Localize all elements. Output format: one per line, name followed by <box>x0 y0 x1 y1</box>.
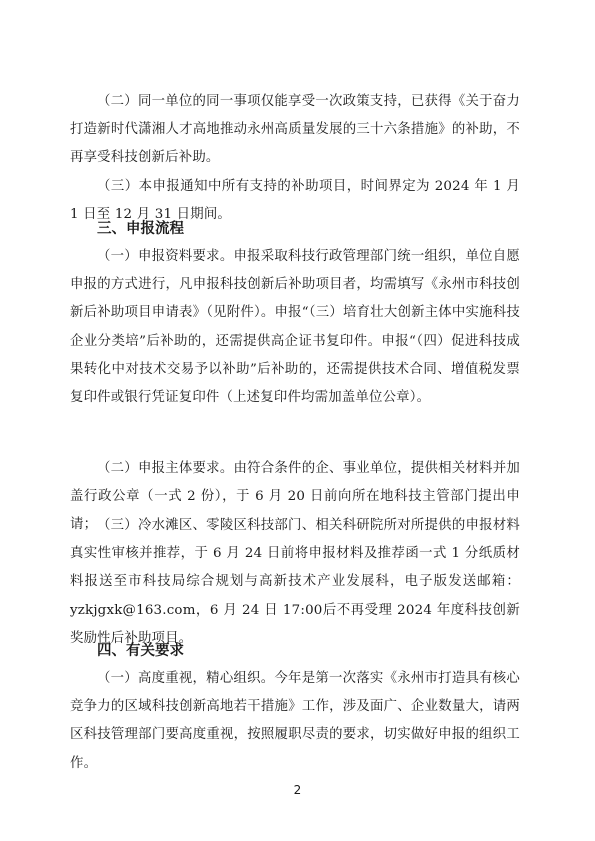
section-heading-requirements: 四、有关要求 <box>97 643 184 659</box>
paragraph-single-support-rule: （二）同一单位的同一事项仅能享受一次政策支持，已获得《关于奋力打造新时代潇湘人才高地推动永州高质量发展的三十六条措施》的补助，不再享受科技创新后补助。 <box>70 94 520 166</box>
paragraph-applicant-requirements: （二）申报主体要求。由符合条件的企、事业单位，提供相关材料并加盖行政公章（一式 2 份），于 6 月 20 日前向所在地科技主管部门提出申请； <box>70 461 520 533</box>
paragraph-review-and-submission: （三）冷水滩区、零陵区科技部门、相关科研院所对所提供的申报材料真实性审核并推荐，于 6 月 24 日前将申报材料及推荐函一式 1 分纸质材料报送至市科技局综合规划与高新技术产业发展科，电子版发送邮箱：yzkjgxk@163.com，6 月 24 日 17:00后不再受理 2024 年度科技创新奖励性后补助项目。 <box>70 518 520 646</box>
section-heading-application-process: 三、申报流程 <box>97 221 184 237</box>
paragraph-high-attention: （一）高度重视，精心组织。今年是第一次落实《永州市打造具有核心竞争力的区域科技创新高地若干措施》工作，涉及面广、企业数量大，请两区科技管理部门要高度重视，按照履职尽责的要求，切实做好申报的组织工作。 <box>70 671 520 771</box>
paragraph-time-period: （三）本申报通知中所有支持的补助项目，时间界定为 2024 年 1 月 1 日至 12 月 31 日期间。 <box>70 179 520 223</box>
paragraph-material-requirements: （一）申报资料要求。申报采取科技行政管理部门统一组织，单位自愿申报的方式进行，凡申报科技创新后补助项目者，均需填写《永州市科技创新后补助项目申请表》（见附件）。申报“（三）培育壮大创新主体中实施科技企业分类培”后补助的，还需提供高企证书复印件。申报“（四）促进科技成果转化中对技术交易予以补助”后补助的，还需提供技术合同、增值税发票复印件或银行凭证复印件（上述复印件均需加盖单位公章）。 <box>70 249 520 406</box>
page-number: 2 <box>293 783 302 797</box>
